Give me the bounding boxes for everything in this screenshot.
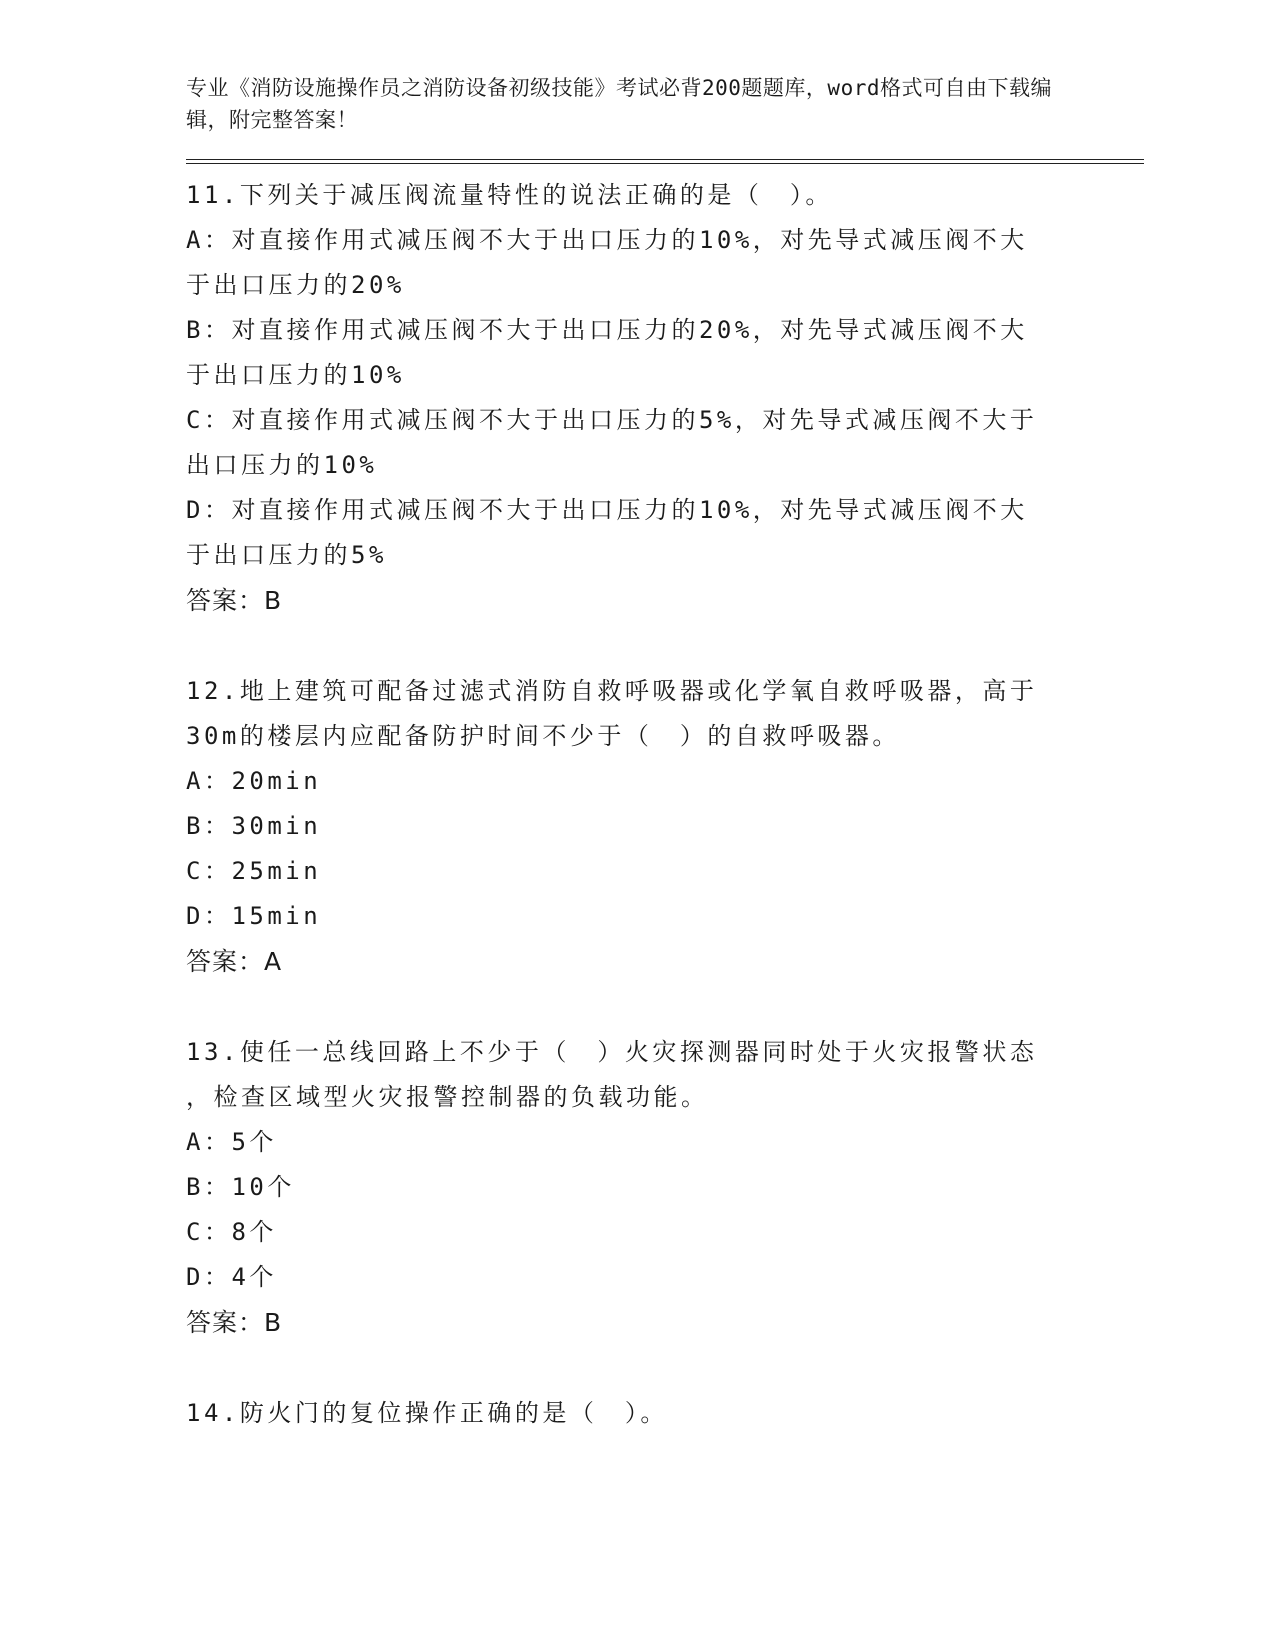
question-stem: 11.下列关于减压阀流量特性的说法正确的是（ ）。 — [186, 181, 833, 209]
question-item — [186, 1030, 1146, 1345]
document-page — [186, 72, 1146, 1482]
question-stem-continued: ，检查区域型火灾报警控制器的负载功能。 — [186, 1083, 709, 1111]
document-header: 专业《消防设施操作员之消防设备初级技能》考试必背200题题库，word格式可自由下载编辑，附完整答案！ — [186, 76, 1052, 132]
question-stem: 13.使任一总线回路上不少于（ ）火灾探测器同时处于火灾报警状态 — [186, 1038, 1038, 1066]
header-divider — [186, 159, 1144, 164]
question-item — [186, 1391, 1146, 1436]
option-c: C：对直接作用式减压阀不大于出口压力的5%，对先导式减压阀不大于 — [186, 406, 1038, 434]
option-b-continued: 于出口压力的10% — [186, 361, 405, 389]
question-item — [186, 173, 1146, 623]
question-stem-continued: 30m的楼层内应配备防护时间不少于（ ）的自救呼吸器。 — [186, 722, 900, 750]
option-a: A：对直接作用式减压阀不大于出口压力的10%，对先导式减压阀不大 — [186, 226, 1028, 254]
question-item — [186, 669, 1146, 984]
option-c: C：25min — [186, 857, 322, 885]
option-d-continued: 于出口压力的5% — [186, 541, 387, 569]
question-list — [186, 173, 1146, 1436]
answer-label: 答案：A — [186, 947, 283, 976]
option-d: D：对直接作用式减压阀不大于出口压力的10%，对先导式减压阀不大 — [186, 496, 1028, 524]
option-c: C：8个 — [186, 1218, 277, 1246]
question-stem: 12.地上建筑可配备过滤式消防自救呼吸器或化学氧自救呼吸器，高于 — [186, 677, 1038, 705]
option-b: B：对直接作用式减压阀不大于出口压力的20%，对先导式减压阀不大 — [186, 316, 1028, 344]
option-a-continued: 于出口压力的20% — [186, 271, 405, 299]
option-a: A：20min — [186, 767, 322, 795]
option-b: B：30min — [186, 812, 322, 840]
answer-label: 答案：B — [186, 1308, 283, 1337]
option-d: D：4个 — [186, 1263, 277, 1291]
answer-label: 答案：B — [186, 586, 283, 615]
option-a: A：5个 — [186, 1128, 277, 1156]
option-d: D：15min — [186, 902, 322, 930]
option-c-continued: 出口压力的10% — [186, 451, 378, 479]
option-b: B：10个 — [186, 1173, 295, 1201]
question-stem: 14.防火门的复位操作正确的是（ ）。 — [186, 1399, 668, 1427]
